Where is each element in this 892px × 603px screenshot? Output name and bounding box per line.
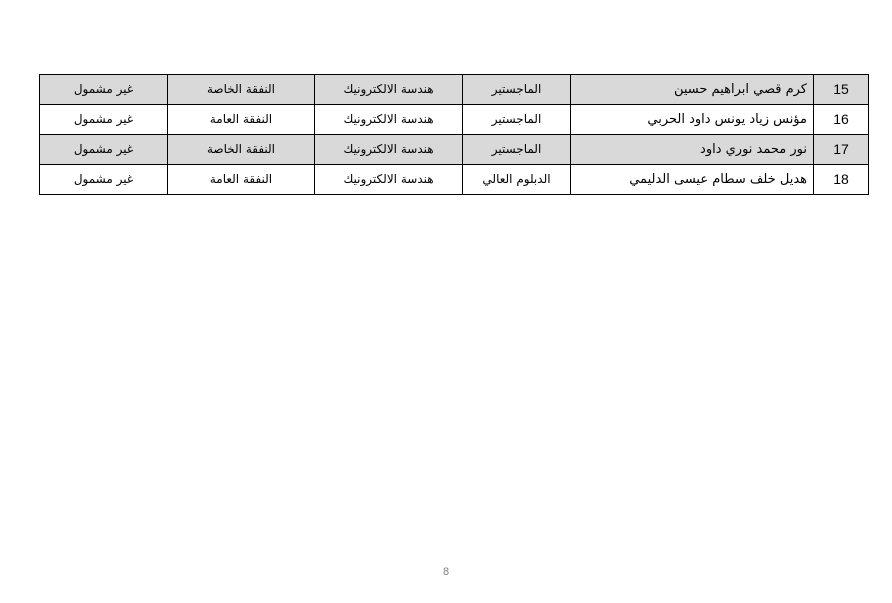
table-row (40, 75, 869, 105)
page-number: 8 (442, 566, 450, 578)
table-row (40, 165, 869, 195)
department-cell: هندسة الالكترونيك (315, 135, 463, 165)
status-cell: غير مشمول (40, 135, 168, 165)
table-row (40, 135, 869, 165)
funding-cell: النفقة العامة (168, 105, 315, 135)
row-number: 16 (814, 105, 869, 135)
department-cell: هندسة الالكترونيك (315, 105, 463, 135)
funding-cell: النفقة الخاصة (168, 75, 315, 105)
student-name: كرم قصي ابراهيم حسين (571, 75, 814, 105)
row-number: 17 (814, 135, 869, 165)
status-cell: غير مشمول (40, 165, 168, 195)
students-table (39, 74, 869, 195)
degree-cell: الماجستير (463, 75, 571, 105)
department-cell: هندسة الالكترونيك (315, 75, 463, 105)
student-name: نور محمد نوري داود (571, 135, 814, 165)
funding-cell: النفقة العامة (168, 165, 315, 195)
department-cell: هندسة الالكترونيك (315, 165, 463, 195)
status-cell: غير مشمول (40, 105, 168, 135)
table-row (40, 105, 869, 135)
row-number: 15 (814, 75, 869, 105)
degree-cell: الدبلوم العالي (463, 165, 571, 195)
student-name: مؤنس زياد يونس داود الحربي (571, 105, 814, 135)
degree-cell: الماجستير (463, 135, 571, 165)
student-name: هديل خلف سطام عيسى الدليمي (571, 165, 814, 195)
row-number: 18 (814, 165, 869, 195)
funding-cell: النفقة الخاصة (168, 135, 315, 165)
status-cell: غير مشمول (40, 75, 168, 105)
degree-cell: الماجستير (463, 105, 571, 135)
